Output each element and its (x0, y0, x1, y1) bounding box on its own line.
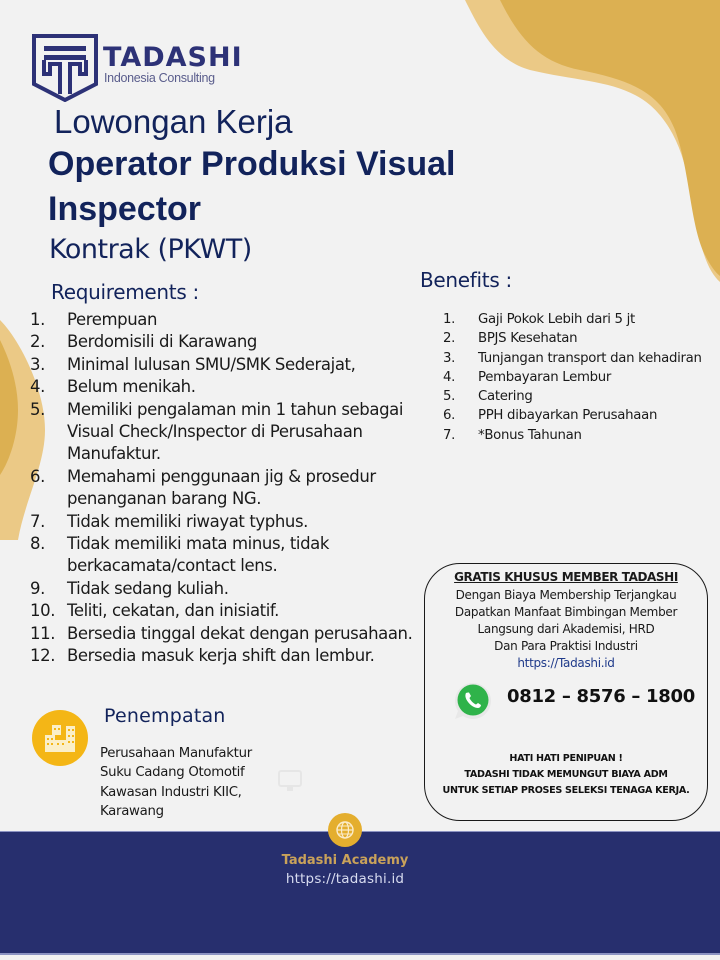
list-item (30, 309, 420, 331)
footer-brand: Tadashi Academy (281, 853, 409, 868)
list-item (443, 406, 718, 425)
item-number: 5. (30, 399, 45, 419)
item-number: 3. (30, 354, 45, 374)
placement-line: Perusahaan Manufaktur (100, 746, 252, 761)
membership-line: Dapatkan Manfaat Bimbingan Member (454, 605, 678, 619)
membership-title: GRATIS KHUSUS MEMBER TADASHI (454, 570, 678, 584)
placement-address (100, 744, 252, 821)
item-text: Gaji Pokok Lebih dari 5 jt (478, 312, 635, 327)
list-item (30, 331, 420, 353)
item-number: 1. (443, 312, 456, 327)
requirements-list (30, 309, 420, 668)
list-item (30, 533, 420, 578)
item-number: 2. (443, 331, 456, 347)
item-number: 5. (443, 389, 456, 405)
brand-subtitle: Indonesia Consulting (104, 71, 215, 85)
faint-monitor-icon (277, 769, 303, 793)
requirements-heading: Requirements : (51, 280, 199, 304)
placement-line: Karawang (100, 803, 164, 819)
list-item (443, 349, 718, 368)
globe-icon (327, 812, 363, 848)
membership-description (425, 587, 707, 672)
list-item (30, 399, 420, 466)
list-item (443, 368, 718, 387)
item-text: Tidak memiliki mata minus, tidak berkacamata/contact lens. (67, 534, 330, 576)
warning-line: HATI HATI PENIPUAN ! (509, 753, 623, 764)
item-text: PPH dibayarkan Perusahaan (478, 408, 658, 424)
list-item (30, 623, 420, 645)
membership-line: Langsung dari Akademisi, HRD (477, 622, 655, 636)
job-kicker: Lowongan Kerja (54, 103, 293, 140)
contract-type: Kontrak (PKWT) (49, 234, 252, 265)
whatsapp-phone-number[interactable]: 0812 – 8576 – 1800 (507, 686, 695, 707)
warning-line: UNTUK SETIAP PROSES SELEKSI TENAGA KERJA. (442, 785, 690, 796)
item-number: 8. (30, 534, 45, 554)
membership-line: Dan Para Praktisi Industri (494, 639, 638, 653)
brand-name: TADASHI (103, 42, 243, 73)
fraud-warning (425, 751, 707, 799)
list-item (443, 387, 718, 406)
list-item (30, 511, 420, 533)
footer-url[interactable]: https://tadashi.id (285, 871, 405, 887)
item-number: 4. (30, 377, 45, 397)
list-item (443, 426, 718, 445)
item-text: Pembayaran Lembur (478, 369, 612, 385)
item-number: 7. (443, 427, 456, 443)
item-number: 4. (443, 369, 456, 385)
item-text: Minimal lulusan SMU/SMK Sederajat, (67, 354, 356, 374)
list-item (30, 466, 420, 511)
item-number: 1. (30, 310, 45, 329)
item-text: Catering (478, 389, 533, 405)
membership-line: Dengan Biaya Membership Terjangkau (455, 588, 677, 602)
benefits-heading: Benefits : (420, 268, 512, 292)
item-text: Belum menikah. (67, 377, 196, 397)
footer-banner (0, 831, 720, 955)
item-number: 2. (30, 332, 45, 352)
item-number: 7. (30, 511, 45, 531)
item-number: 9. (30, 578, 45, 598)
item-text: Bersedia tinggal dekat dengan perusahaan. (67, 623, 413, 643)
item-number: 6. (443, 408, 456, 424)
item-number: 12. (30, 646, 56, 666)
placement-line: Suku Cadang Otomotif (100, 765, 245, 781)
item-number: 6. (30, 466, 45, 486)
warning-line: TADASHI TIDAK MEMUNGUT BIAYA ADM (464, 769, 668, 780)
list-item (443, 310, 718, 329)
job-title: Operator Produksi Visual Inspector (48, 145, 456, 228)
item-number: 3. (443, 350, 456, 366)
item-text: Tunjangan transport dan kehadiran (478, 350, 702, 366)
benefits-list (443, 310, 718, 445)
item-text: *Bonus Tahunan (478, 427, 582, 443)
item-number: 11. (30, 623, 56, 643)
item-text: Berdomisili di Karawang (67, 332, 257, 352)
item-text: Bersedia masuk kerja shift dan lembur. (67, 646, 375, 666)
item-text: Tidak sedang kuliah. (67, 578, 229, 598)
buildings-icon (32, 710, 88, 766)
whatsapp-icon[interactable] (452, 680, 494, 722)
list-item (30, 600, 420, 622)
placement-heading: Penempatan (104, 705, 226, 727)
membership-info-box (424, 563, 708, 821)
item-text: Perempuan (67, 310, 158, 329)
item-text: Memahami penggunaan jig & prosedur penanganan barang NG. (67, 466, 376, 509)
list-item (443, 329, 718, 348)
placement-line: Kawasan Industri KIIC, (100, 784, 242, 800)
list-item (30, 645, 420, 667)
list-item (30, 578, 420, 600)
company-logo (32, 34, 262, 104)
membership-link[interactable]: https://Tadashi.id (517, 656, 615, 670)
item-text: BPJS Kesehatan (478, 331, 578, 347)
item-text: Memiliki pengalaman min 1 tahun sebagai Visual Check/Inspector di Perusahaan Manufaktur. (67, 399, 404, 464)
item-number: 10. (30, 601, 56, 621)
list-item (30, 376, 420, 398)
item-text: Teliti, cekatan, dan inisiatif. (67, 601, 279, 621)
tadashi-shield-icon (32, 34, 98, 102)
item-text: Tidak memiliki riwayat typhus. (67, 511, 309, 531)
list-item (30, 354, 420, 376)
